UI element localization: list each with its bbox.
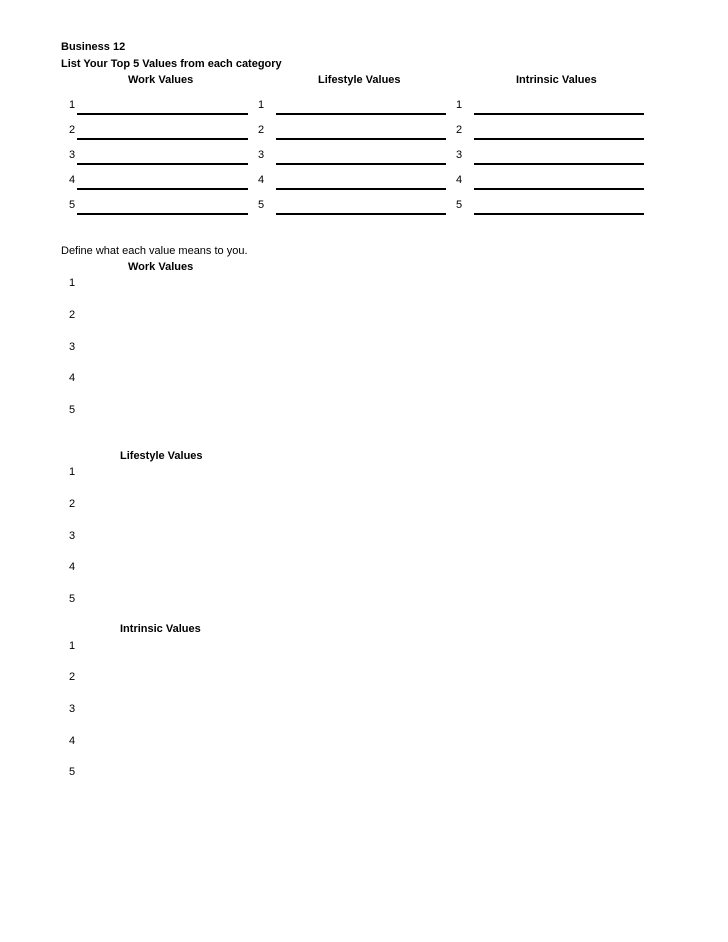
- define-lifestyle-heading: Lifestyle Values: [120, 450, 203, 462]
- intrinsic-values-heading: Intrinsic Values: [516, 74, 597, 86]
- define-lifestyle-number: 1: [69, 466, 76, 478]
- intrinsic-value-number: 5: [456, 199, 463, 211]
- work-value-answer-line[interactable]: [77, 163, 248, 165]
- intrinsic-value-answer-line[interactable]: [474, 113, 644, 115]
- work-value-number: 2: [69, 124, 76, 136]
- define-intrinsic-number: 2: [69, 671, 76, 683]
- define-lifestyle-number: 2: [69, 498, 76, 510]
- define-intrinsic-number: 5: [69, 766, 76, 778]
- intrinsic-value-number: 1: [456, 99, 463, 111]
- work-value-number: 5: [69, 199, 76, 211]
- lifestyle-values-heading: Lifestyle Values: [318, 74, 401, 86]
- work-value-number: 4: [69, 174, 76, 186]
- course-title: Business 12: [61, 41, 126, 53]
- intrinsic-value-number: 4: [456, 174, 463, 186]
- define-intrinsic-number: 3: [69, 703, 76, 715]
- lifestyle-value-number: 3: [258, 149, 265, 161]
- define-work-heading: Work Values: [128, 261, 194, 273]
- define-lifestyle-number: 3: [69, 530, 76, 542]
- define-intrinsic-heading: Intrinsic Values: [120, 623, 201, 635]
- work-value-answer-line[interactable]: [77, 138, 248, 140]
- define-intrinsic-number: 1: [69, 640, 76, 652]
- intrinsic-value-answer-line[interactable]: [474, 213, 644, 215]
- work-value-answer-line[interactable]: [77, 213, 248, 215]
- work-value-answer-line[interactable]: [77, 113, 248, 115]
- lifestyle-value-answer-line[interactable]: [276, 163, 446, 165]
- work-value-answer-line[interactable]: [77, 188, 248, 190]
- lifestyle-value-answer-line[interactable]: [276, 138, 446, 140]
- lifestyle-value-answer-line[interactable]: [276, 113, 446, 115]
- define-work-number: 5: [69, 404, 76, 416]
- intrinsic-value-number: 2: [456, 124, 463, 136]
- define-lifestyle-number: 5: [69, 593, 76, 605]
- lifestyle-value-answer-line[interactable]: [276, 213, 446, 215]
- define-work-number: 1: [69, 277, 76, 289]
- intrinsic-value-number: 3: [456, 149, 463, 161]
- define-instruction: Define what each value means to you.: [61, 245, 248, 257]
- intrinsic-value-answer-line[interactable]: [474, 163, 644, 165]
- lifestyle-value-number: 2: [258, 124, 265, 136]
- work-value-number: 3: [69, 149, 76, 161]
- work-value-number: 1: [69, 99, 76, 111]
- lifestyle-value-number: 4: [258, 174, 265, 186]
- intrinsic-value-answer-line[interactable]: [474, 138, 644, 140]
- lifestyle-value-number: 1: [258, 99, 265, 111]
- lifestyle-value-number: 5: [258, 199, 265, 211]
- list-instruction: List Your Top 5 Values from each category: [61, 58, 282, 70]
- define-intrinsic-number: 4: [69, 735, 76, 747]
- work-values-heading: Work Values: [128, 74, 194, 86]
- lifestyle-value-answer-line[interactable]: [276, 188, 446, 190]
- define-work-number: 2: [69, 309, 76, 321]
- intrinsic-value-answer-line[interactable]: [474, 188, 644, 190]
- define-work-number: 4: [69, 372, 76, 384]
- define-lifestyle-number: 4: [69, 561, 76, 573]
- define-work-number: 3: [69, 341, 76, 353]
